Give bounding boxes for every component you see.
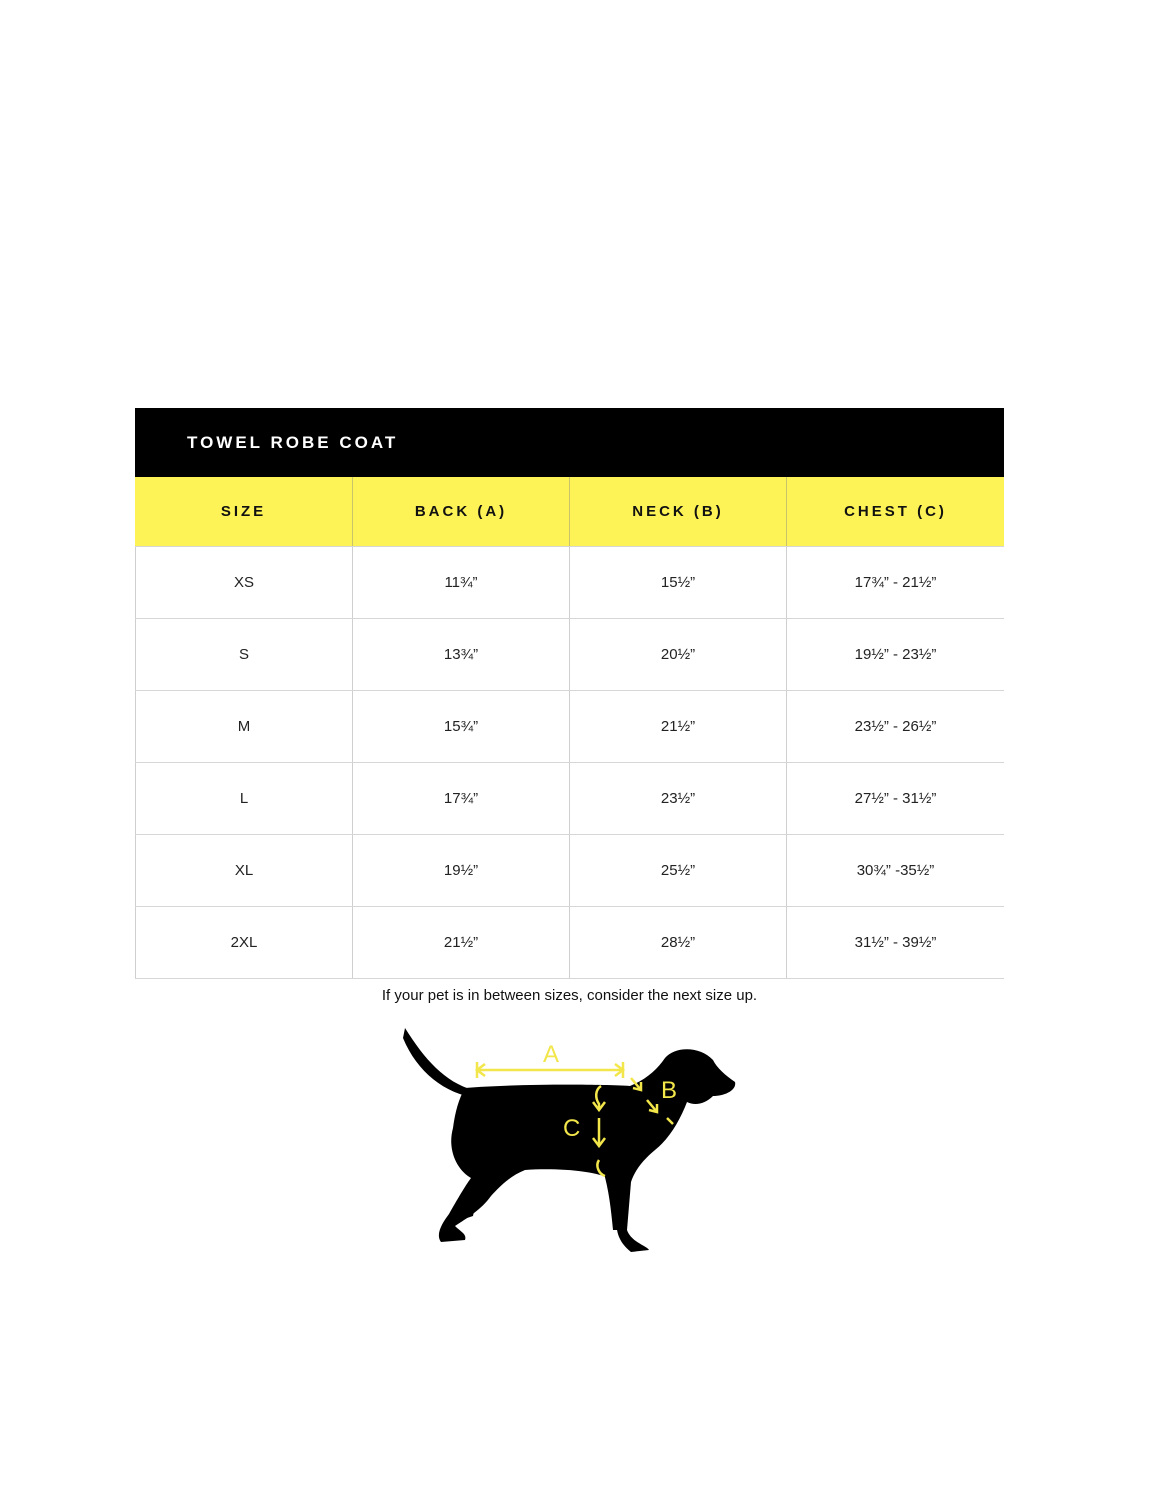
table-row — [135, 547, 1004, 619]
size-cell: L — [135, 763, 352, 834]
size-cell: XS — [135, 547, 352, 618]
neck-cell: 23½” — [569, 763, 786, 834]
chest-cell: 30¾” -35½” — [786, 835, 1004, 906]
table-row — [135, 691, 1004, 763]
back-cell: 17¾” — [352, 763, 569, 834]
chest-cell: 27½” - 31½” — [786, 763, 1004, 834]
neck-cell: 20½” — [569, 619, 786, 690]
size-cell: S — [135, 619, 352, 690]
table-row — [135, 763, 1004, 835]
neck-cell: 15½” — [569, 547, 786, 618]
back-cell: 11¾” — [352, 547, 569, 618]
chest-cell: 19½” - 23½” — [786, 619, 1004, 690]
neck-cell: 21½” — [569, 691, 786, 762]
header-chest: CHEST (C) — [786, 477, 1004, 546]
header-neck: NECK (B) — [569, 477, 786, 546]
back-cell: 19½” — [352, 835, 569, 906]
label-b: B — [661, 1077, 678, 1104]
table-row — [135, 619, 1004, 691]
table-title-bar — [135, 408, 1004, 477]
label-a: A — [543, 1041, 560, 1068]
neck-cell: 25½” — [569, 835, 786, 906]
size-cell: 2XL — [135, 907, 352, 978]
size-chart-table — [135, 408, 1004, 979]
table-title: TOWEL ROBE COAT — [187, 432, 399, 452]
back-cell: 21½” — [352, 907, 569, 978]
header-size: SIZE — [220, 503, 267, 520]
header-row — [135, 477, 1004, 547]
table-row — [135, 907, 1004, 979]
size-cell: M — [135, 691, 352, 762]
size-cell: XL — [135, 835, 352, 906]
chest-cell: 17¾” - 21½” — [786, 547, 1004, 618]
neck-cell: 28½” — [569, 907, 786, 978]
table-row — [135, 835, 1004, 907]
label-c: C — [563, 1115, 581, 1142]
chest-cell: 23½” - 26½” — [786, 691, 1004, 762]
header-back: BACK (A) — [352, 477, 569, 546]
sizing-note: If your pet is in between sizes, consider the next size up. — [381, 987, 758, 1004]
back-cell: 13¾” — [352, 619, 569, 690]
chest-cell: 31½” - 39½” — [786, 907, 1004, 978]
back-cell: 15¾” — [352, 691, 569, 762]
dog-silhouette-icon — [395, 1020, 745, 1255]
